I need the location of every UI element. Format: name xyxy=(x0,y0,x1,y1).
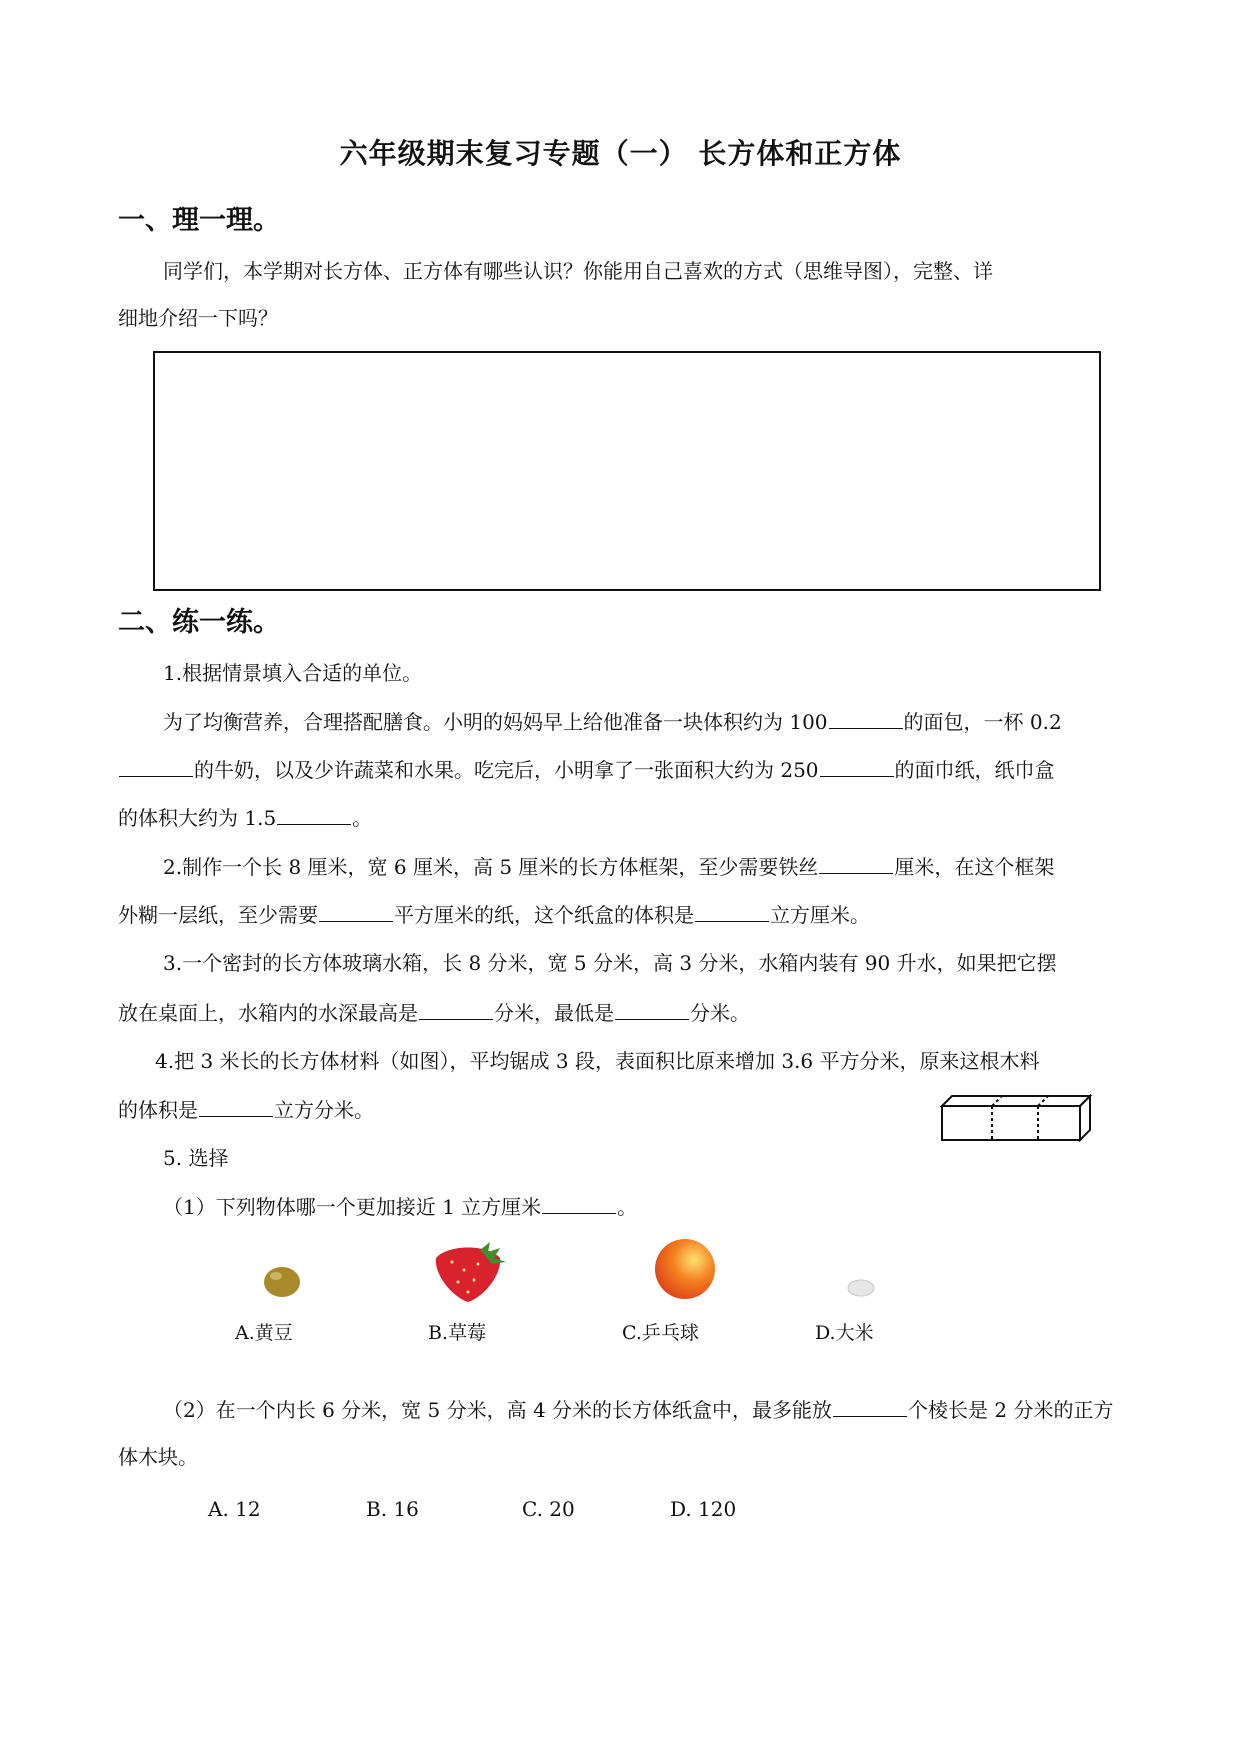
q3-blank-1[interactable] xyxy=(419,999,493,1020)
section2-heading: 二、练一练。 xyxy=(118,607,280,638)
q2-line1-text-b: 厘米，在这个框架 xyxy=(894,855,1055,879)
strawberry-image[interactable] xyxy=(428,1240,510,1306)
section1-text-line1: 同学们，本学期对长方体、正方体有哪些认识？你能用自己喜欢的方式（思维导图），完整、详 xyxy=(163,259,993,283)
q1-line1-text-b: 的面包，一杯 0.2 xyxy=(903,710,1062,734)
q3-blank-2[interactable] xyxy=(615,999,689,1020)
q2-blank-1[interactable] xyxy=(819,853,893,874)
q2-line2 xyxy=(118,901,870,928)
q3-line2-text-c: 分米。 xyxy=(690,1001,750,1025)
q5-sub2-text-a: （2）在一个内长 6 分米，宽 5 分米，高 4 分米的长方体纸盒中，最多能放 xyxy=(163,1398,833,1422)
q1-line2 xyxy=(118,756,1055,783)
q1-line3-text-a: 的体积大约为 1.5 xyxy=(118,806,277,830)
q5-sub1-text-a: （1）下列物体哪一个更加接近 1 立方厘米 xyxy=(163,1195,542,1219)
q5-sub1-text-b: 。 xyxy=(617,1195,638,1219)
q3-line2-text-a: 放在桌面上，水箱内的水深最高是 xyxy=(118,1001,418,1025)
q5-sub2-option-a[interactable]: A. 12 xyxy=(208,1497,261,1521)
q2-line2-text-a: 外糊一层纸，至少需要 xyxy=(118,903,318,927)
q2-blank-2[interactable] xyxy=(319,901,393,922)
q5-sub1-option-d[interactable]: D.大米 xyxy=(815,1322,874,1344)
q1-blank-2[interactable] xyxy=(119,756,193,777)
q5-sub2-line2: 体木块。 xyxy=(118,1445,198,1469)
q2-line1-text-a: 2.制作一个长 8 厘米，宽 6 厘米，高 5 厘米的长方体框架，至少需要铁丝 xyxy=(163,855,819,879)
q5-sub1-option-b[interactable]: B.草莓 xyxy=(428,1322,487,1344)
q1-blank-1[interactable] xyxy=(829,708,903,729)
cuboid-top-face xyxy=(942,1096,1090,1106)
q5-sub1-blank[interactable] xyxy=(542,1193,616,1214)
q2-line1 xyxy=(163,853,1054,880)
q5-sub1-option-a[interactable]: A.黄豆 xyxy=(235,1322,293,1344)
q5-sub2-option-d[interactable]: D. 120 xyxy=(670,1497,737,1521)
q2-blank-3[interactable] xyxy=(695,901,769,922)
cut-line-2-top xyxy=(1038,1096,1048,1106)
cut-line-1-top xyxy=(992,1096,1002,1106)
cuboid-figure xyxy=(940,1090,1100,1146)
q5-sub2-text-b: 个棱长是 2 分米的正方 xyxy=(908,1398,1114,1422)
cuboid-side-face xyxy=(1080,1096,1090,1140)
q5-sub1-option-c[interactable]: C.乒乓球 xyxy=(622,1322,699,1344)
q3-line2 xyxy=(118,999,750,1026)
q1-line1 xyxy=(163,708,1062,735)
q4-blank-1[interactable] xyxy=(199,1096,273,1117)
q1-prompt: 1.根据情景填入合适的单位。 xyxy=(163,661,423,685)
pingpong-ball-image[interactable] xyxy=(652,1236,718,1302)
q1-line1-text-a: 为了均衡营养，合理搭配膳食。小明的妈妈早上给他准备一块体积约为 100 xyxy=(163,710,828,734)
soybean-image[interactable] xyxy=(260,1262,304,1300)
q1-blank-3[interactable] xyxy=(820,756,894,777)
q4-line2-text-b: 立方分米。 xyxy=(274,1098,374,1122)
q2-line2-text-c: 立方厘米。 xyxy=(770,903,870,927)
q4-line1: 4.把 3 米长的长方体材料（如图），平均锯成 3 段，表面积比原来增加 3.6 平方分米，原来这根木料 xyxy=(155,1049,1040,1073)
q3-line1: 3.一个密封的长方体玻璃水箱，长 8 分米，宽 5 分米，高 3 分米，水箱内装有 90 升水，如果把它摆 xyxy=(163,951,1057,975)
rice-image[interactable] xyxy=(846,1276,876,1298)
q1-line2-text-a: 的牛奶，以及少许蔬菜和水果。吃完后，小明拿了一张面积大约为 250 xyxy=(194,758,819,782)
page-title: 六年级期末复习专题（一） 长方体和正方体 xyxy=(339,137,902,170)
q3-line2-text-b: 分米，最低是 xyxy=(494,1001,614,1025)
q5-heading: 5. 选择 xyxy=(163,1146,229,1170)
q5-sub2-option-b[interactable]: B. 16 xyxy=(366,1497,419,1521)
q1-blank-4[interactable] xyxy=(277,804,351,825)
answer-box[interactable] xyxy=(153,351,1101,591)
q4-line2-text-a: 的体积是 xyxy=(118,1098,198,1122)
cuboid-front-face xyxy=(942,1106,1080,1140)
q5-sub2-line1 xyxy=(163,1396,1114,1423)
q5-sub2-blank[interactable] xyxy=(833,1396,907,1417)
q5-sub2-option-c[interactable]: C. 20 xyxy=(522,1497,575,1521)
q1-line3-text-b: 。 xyxy=(352,806,373,830)
section1-heading: 一、理一理。 xyxy=(118,205,280,236)
section1-text-line2: 细地介绍一下吗？ xyxy=(118,306,278,330)
q1-line2-text-b: 的面巾纸，纸巾盒 xyxy=(894,758,1055,782)
q2-line2-text-b: 平方厘米的纸，这个纸盒的体积是 xyxy=(394,903,694,927)
q5-sub1 xyxy=(163,1193,637,1220)
q4-line2 xyxy=(118,1096,374,1123)
q1-line3 xyxy=(118,804,372,831)
